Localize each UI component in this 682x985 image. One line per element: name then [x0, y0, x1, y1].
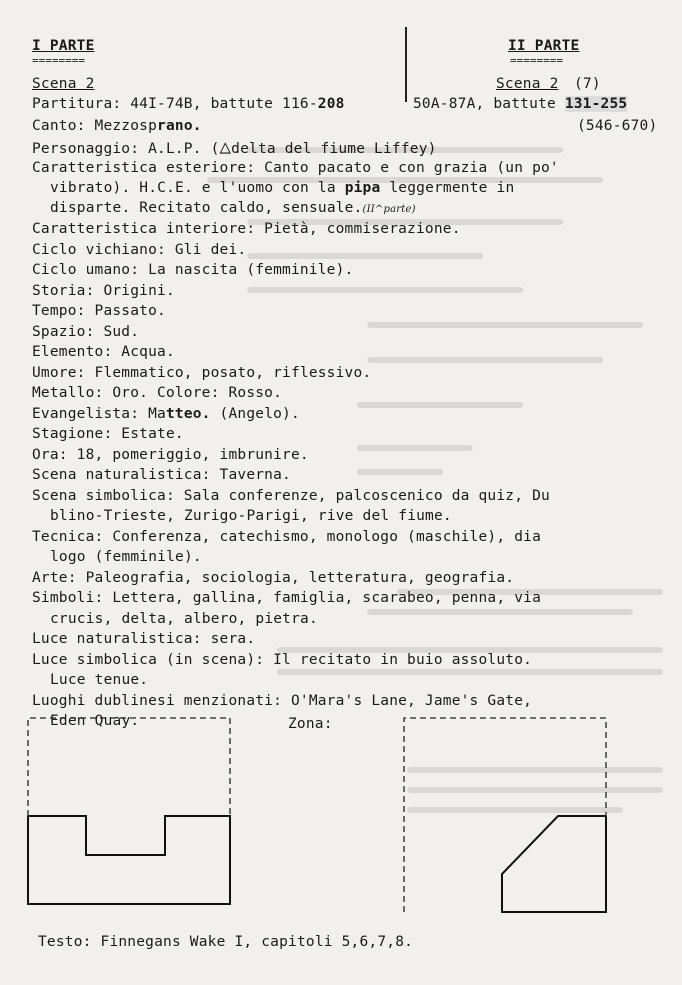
- tempo-line: Tempo: Passato.: [32, 303, 166, 319]
- zone-left-dashed-outline: [28, 718, 230, 816]
- ciclo-umano-line: Ciclo umano: La nascita (femminile).: [32, 262, 354, 278]
- scena-nat-line: Scena naturalistica: Taverna.: [32, 467, 291, 483]
- scene-left-heading: Scena 2: [32, 76, 95, 92]
- testo-line: Testo: Finnegans Wake I, capitoli 5,6,7,8.: [38, 934, 414, 950]
- arte-line: Arte: Paleografia, sociologia, letteratura, geografia.: [32, 570, 515, 586]
- car-est-3a: disparte. Recitato caldo, sensuale.: [50, 200, 363, 216]
- luce-sim-line-1: Luce simbolica (in scena): Il recitato in buio assoluto.: [32, 652, 533, 668]
- tecnica-line-1: Tecnica: Conferenza, catechismo, monologo (maschile), dia: [32, 529, 541, 545]
- column-divider: [405, 27, 407, 102]
- simboli-line-1: Simboli: Lettera, gallina, famiglia, scarabeo, penna, via: [32, 590, 541, 606]
- part-one-title: I PARTE: [32, 38, 95, 54]
- luce-nat-line: Luce naturalistica: sera.: [32, 631, 256, 647]
- car-est-line-3: [50, 198, 416, 220]
- evangelista-a: Evangelista: Ma: [32, 406, 166, 422]
- partitura-left-end: 208: [317, 96, 345, 112]
- canto-text: Canto: Mezzosp: [32, 118, 158, 134]
- evangelista-line: [32, 404, 300, 424]
- ciclo-vichiano-line: Ciclo vichiano: Gli dei.: [32, 242, 247, 258]
- luoghi-line-1: Luoghi dublinesi menzionati: O'Mara's Lane, Jame's Gate,: [32, 693, 533, 709]
- canto-line: [32, 116, 202, 136]
- luoghi-line-2: Eden Quay.: [50, 713, 140, 729]
- car-est-2b: pipa: [344, 180, 381, 196]
- car-est-line-2: [50, 178, 514, 198]
- car-est-2a: vibrato). H.C.E. e l'uomo con la: [50, 180, 345, 196]
- metallo-line: Metallo: Oro. Colore: Rosso.: [32, 385, 283, 401]
- evangelista-b: tteo.: [165, 406, 211, 422]
- partitura-line: [32, 94, 345, 114]
- scene-right-heading: Scena 2: [496, 76, 559, 92]
- zone-diagram-right: [398, 712, 618, 922]
- luce-sim-line-2: Luce tenue.: [50, 672, 149, 688]
- car-est-line-1: Caratteristica esteriore: Canto pacato e con grazia (un po': [32, 160, 559, 176]
- zone-diagram-left: [20, 712, 240, 912]
- zona-label: Zona:: [288, 716, 333, 732]
- canto-text-end: rano.: [157, 118, 202, 134]
- zone-left-solid-outline: [28, 816, 230, 904]
- ora-line: Ora: 18, pomeriggio, imbrunire.: [32, 447, 309, 463]
- part-one-underline: ========: [32, 54, 85, 67]
- simboli-line-2: crucis, delta, albero, pietra.: [50, 611, 318, 627]
- partitura-left: Partitura: 44I-74B, battute 116-: [32, 96, 318, 112]
- partitura-right-text: 50A-87A, battute: [413, 96, 565, 112]
- partitura-right: [413, 94, 627, 114]
- personaggio-line: [32, 137, 437, 159]
- spazio-line: Spazio: Sud.: [32, 324, 140, 340]
- part-two-underline: ========: [510, 54, 563, 67]
- partitura-right-range: 131-255: [564, 96, 628, 112]
- tecnica-line-2: logo (femminile).: [50, 549, 202, 565]
- storia-line: Storia: Origini.: [32, 283, 175, 299]
- zone-right-solid-outline: [502, 816, 606, 912]
- partitura-paren: (546-670): [577, 118, 658, 134]
- evangelista-c: (Angelo).: [210, 406, 300, 422]
- scene-right-note: (7): [574, 76, 601, 92]
- car-int-line: Caratteristica interiore: Pietà, commiserazione.: [32, 221, 461, 237]
- elemento-line: Elemento: Acqua.: [32, 344, 175, 360]
- scena-sim-line-2: blino-Trieste, Zurigo-Parigi, rive del fiume.: [50, 508, 452, 524]
- umore-line: Umore: Flemmatico, posato, riflessivo.: [32, 365, 372, 381]
- personaggio-text: Personaggio: A.L.P. (: [32, 141, 220, 157]
- car-est-2c: leggermente in: [380, 180, 515, 196]
- part-two-title: II PARTE: [508, 38, 580, 54]
- stagione-line: Stagione: Estate.: [32, 426, 184, 442]
- handwritten-note: (II^parte): [362, 204, 416, 215]
- personaggio-text-end: delta del fiume Liffey): [231, 141, 437, 157]
- scena-sim-line-1: Scena simbolica: Sala conferenze, palcoscenico da quiz, Du: [32, 488, 550, 504]
- delta-symbol: △: [219, 136, 232, 158]
